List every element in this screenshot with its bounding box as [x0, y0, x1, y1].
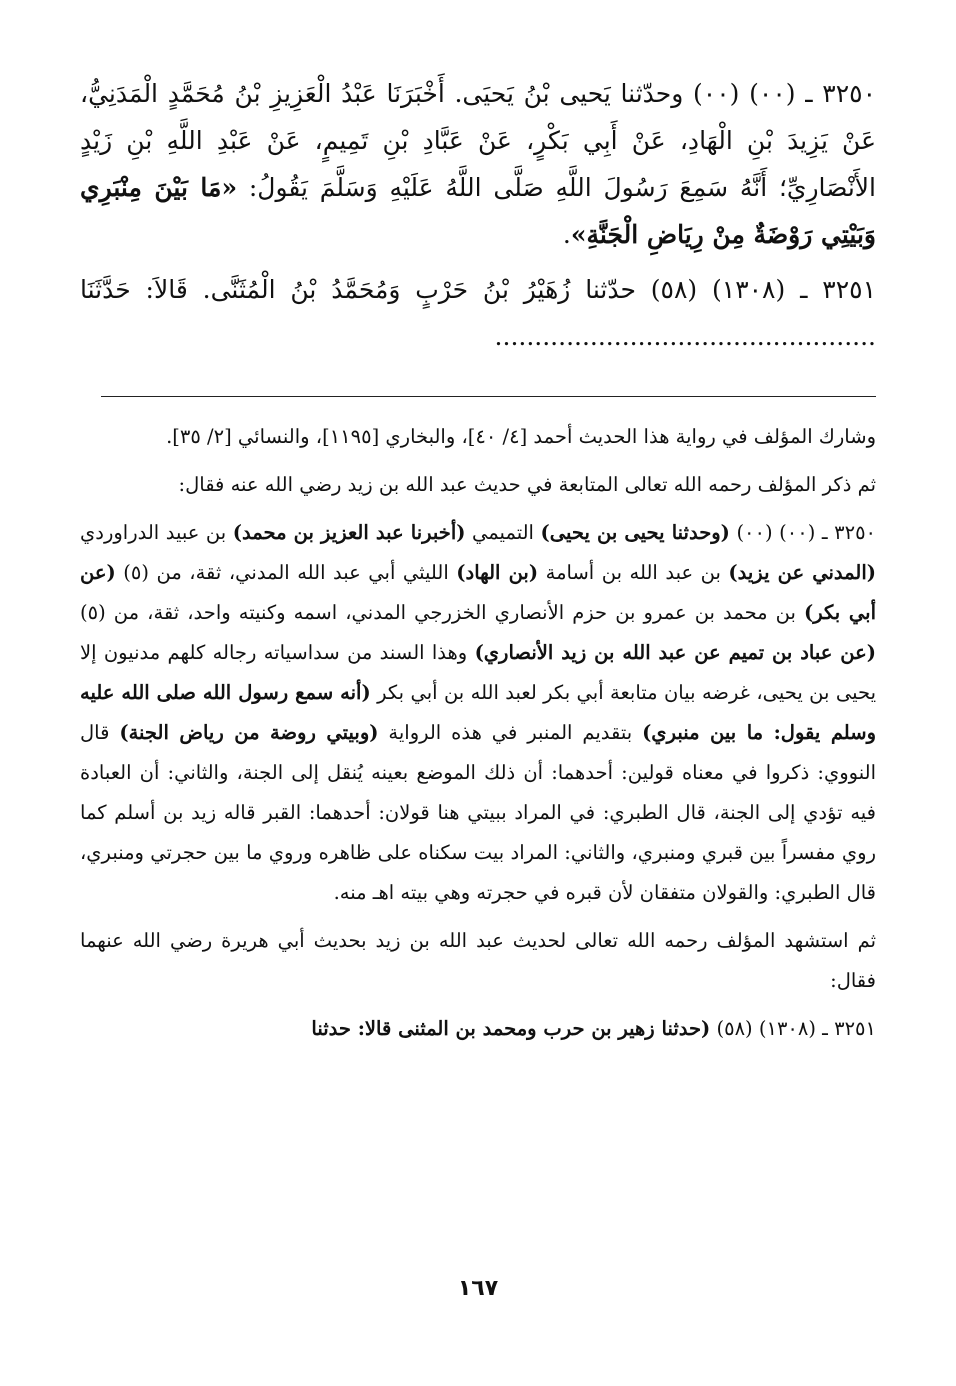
commentary-text: التميمي: [472, 521, 534, 544]
commentary-paragraph: ثم ذكر المؤلف رحمه الله تعالى المتابعة في حديث عبد الله بن زيد رضي الله عنه فقال:: [178, 473, 876, 496]
commentary-text: بتقديم المنبر في هذه الرواية: [388, 721, 633, 744]
commentary-bold: (عن أبي بكر): [80, 561, 876, 624]
commentary-bold: (حدثنا زهير بن حرب ومحمد بن المثنى قالا: حدثنا: [311, 1017, 711, 1040]
commentary-text: الليثي أبي عبد الله المدني، ثقة، من (٥): [123, 561, 449, 584]
hadith-number: ٣٢٥٠ ـ (٠٠) (٠٠): [693, 79, 876, 108]
commentary-text: بن عبد الله بن أسامة: [545, 561, 721, 584]
page-number: ١٦٧: [457, 1276, 499, 1301]
commentary-paragraph: وشارك المؤلف في رواية هذا الحديث أحمد [٤/ ٤٠]، والبخاري [١١٩٥]، والنسائي [٢/ ٣٥].: [166, 425, 876, 448]
commentary-bold: (أنه سمع رسول الله صلى الله عليه وسلم يقول: ما بين منبري): [80, 681, 877, 744]
commentary-paragraph: ثم استشهد المؤلف رحمه الله تعالى لحديث عبد الله بن زيد بحديث أبي هريرة رضي الله عنهما فقال:: [80, 929, 876, 992]
hadith-3250: [80, 70, 876, 258]
hadith-chain: وحدّثنا يَحيى بْنُ يَحيَى. أَخْبَرَنَا عَبْدُ الْعَزِيزِ بْنُ مُحَمَّدٍ الْمَدَنِيُّ، عَنْ يَزِيدَ بْنِ الْهَادِ، عَنْ أَبِي بَكْرٍ، عَنْ عَبَّادِ بْنِ تَمِيمٍ، عَنْ عَبْدِ اللَّهِ بْنِ زَيْدٍ الأَنْصَارِيِّ؛ أَنَّهُ سَمِعَ رَسُولَ اللَّهِ صَلَّى اللَّهُ عَلَيْهِ وَسَلَّمَ يَقُولُ:: [80, 79, 876, 202]
commentary-number: ٣٢٥١ ـ (١٣٠٨) (٥٨): [716, 1017, 876, 1040]
hadith-matn: «مَا بَيْنَ مِنْبَرِي وَبَيْتِي رَوْضَةٌ مِنْ رِيَاضِ الْجَنَّةِ»: [80, 173, 876, 249]
commentary-bold: (وحدثنا يحيى بن يحيى): [540, 521, 730, 544]
commentary-number: ٣٢٥٠ ـ (٠٠) (٠٠): [736, 521, 877, 544]
hadith-3251: [80, 266, 876, 360]
page-body: [80, 70, 876, 1057]
commentary-text: قال النووي: ذكروا في معناه قولين: أحدهما: أن ذلك الموضع بعينه يُنقل إلى الجنة، والثاني: أن العبادة فيه تؤدي إلى الجنة، قال الطبري: في المراد ببيتي هنا قولان: أحدهما: القبر قاله زيد بن أسلم كما روي مفسراً بين قبري ومنبري، والثاني: المراد بيت سكناه على ظاهره وروي ما بين حجرتي ومنبري، قال الطبري: والقولان متفقان لأن قبره في حجرته وهي بيته اهـ منه.: [80, 721, 876, 904]
commentary-bold: (بن الهاد): [456, 561, 539, 584]
commentary-text: بن عبيد الدراوردي: [80, 521, 227, 544]
hadith-chain: حدّثنا زُهَيْرُ بْنُ حَرْبٍ وَمُحَمَّدُ بْنُ الْمُثَنَّى. قَالاَ: حَدَّثَنَا: [80, 275, 636, 304]
commentary-bold: (أخبرنا عبد العزيز بن محمد): [232, 521, 466, 544]
commentary-text: وهذا السند من سداسياته رجاله كلهم مدنيون إلا يحيى بن يحيى، غرضه بيان متابعة أبي بكر لعبد الله بن أبي بكر: [80, 641, 876, 704]
hadith-dots: ................................................: [494, 322, 876, 351]
commentary-bold: (المدني عن يزيد): [728, 561, 876, 584]
hadith-end: .: [562, 220, 571, 249]
commentary-paragraph: [80, 513, 876, 913]
commentary-bold: (وبيتي روضة من رياض الجنة): [119, 721, 379, 744]
commentary-text: بن محمد بن عمرو بن حزم الأنصاري الخزرجي المدني، اسمه وكنيته واحد، ثقة، من (٥): [80, 601, 796, 624]
commentary-bold: (عن عباد بن تميم عن عبد الله بن زيد الأنصاري): [474, 641, 876, 664]
commentary-paragraph: [80, 1009, 876, 1049]
footnote-divider: [101, 396, 876, 397]
hadith-number: ٣٢٥١ ـ (١٣٠٨) (٥٨): [650, 275, 876, 304]
